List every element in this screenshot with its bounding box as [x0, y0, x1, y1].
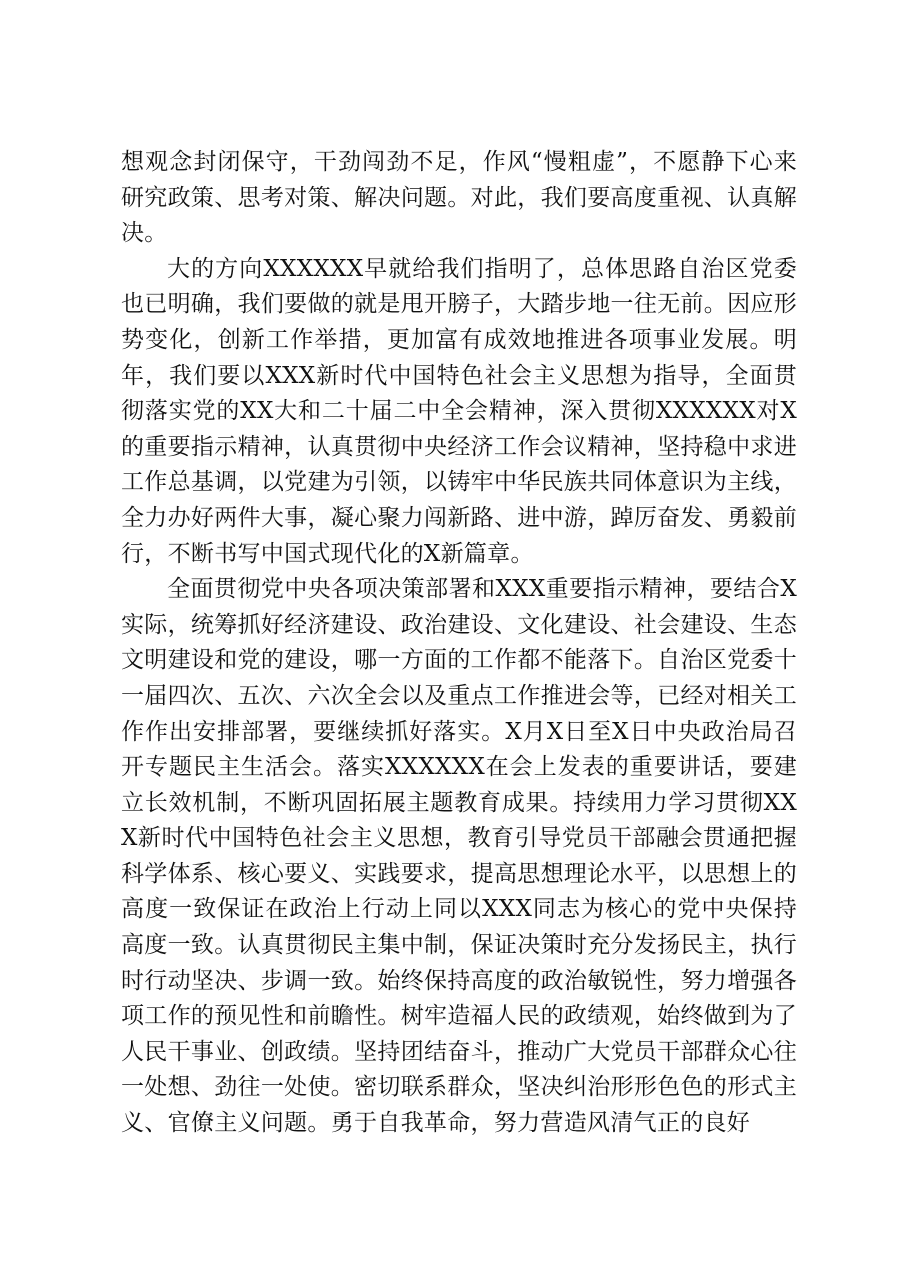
paragraph-3: 全面贯彻党中央各项决策部署和XXX重要指示精神，要结合X实际，统筹抓好经济建设、政治建设、文化建设、社会建设、生态文明建设和党的建设，哪一方面的工作都不能落下。自治区党委十一届四次、五次、六次全会以及重点工作推进会等，已经对相关工作作出安排部署，要继续抓好落实。X月X日至X日中央政治局召开专题民主生活会。落实XXXXXX在会上发表的重要讲话，要建立长效机制，不断巩固拓展主题教育成果。持续用力学习贯彻XXX新时代中国特色社会主义思想，教育引导党员干部融会贯通把握科学体系、核心要义、实践要求，提高思想理论水平，以思想上的高度一致保证在政治上行动上同以XXX同志为核心的党中央保持高度一致。认真贯彻民主集中制，保证决策时充分发扬民主，执行时行动坚决、步调一致。始终保持高度的政治敏锐性，努力增强各项工作的预见性和前瞻性。树牢造福人民的政绩观，始终做到为了人民干事业、创政绩。坚持团结奋斗，推动广大党员干部群众心往一处想、劲往一处使。密切联系群众，坚决纠治形形色色的形式主义、官僚主义问题。勇于自我革命，努力营造风清气正的良好	[121, 576, 797, 1137]
paragraph-2: 大的方向XXXXXX早就给我们指明了，总体思路自治区党委也已明确，我们要做的就是甩开膀子，大踏步地一往无前。因应形势变化，创新工作举措，更加富有成效地推进各项事业发展。明年，我们要以XXX新时代中国特色社会主义思想为指导，全面贯彻落实党的XX大和二十届二中全会精神，深入贯彻XXXXXX对X的重要指示精神，认真贯彻中央经济工作会议精神，坚持稳中求进工作总基调，以党建为引领，以铸牢中华民族共同体意识为主线，全力办好两件大事，凝心聚力闯新路、进中游，踔厉奋发、勇毅前行，不断书写中国式现代化的X新篇章。	[121, 255, 797, 567]
body-text	[121, 145, 797, 1142]
paragraph-1: 想观念封闭保守，干劲闯劲不足，作风“慢粗虚”，不愿静下心来研究政策、思考对策、解决问题。对此，我们要高度重视、认真解决。	[121, 149, 797, 247]
